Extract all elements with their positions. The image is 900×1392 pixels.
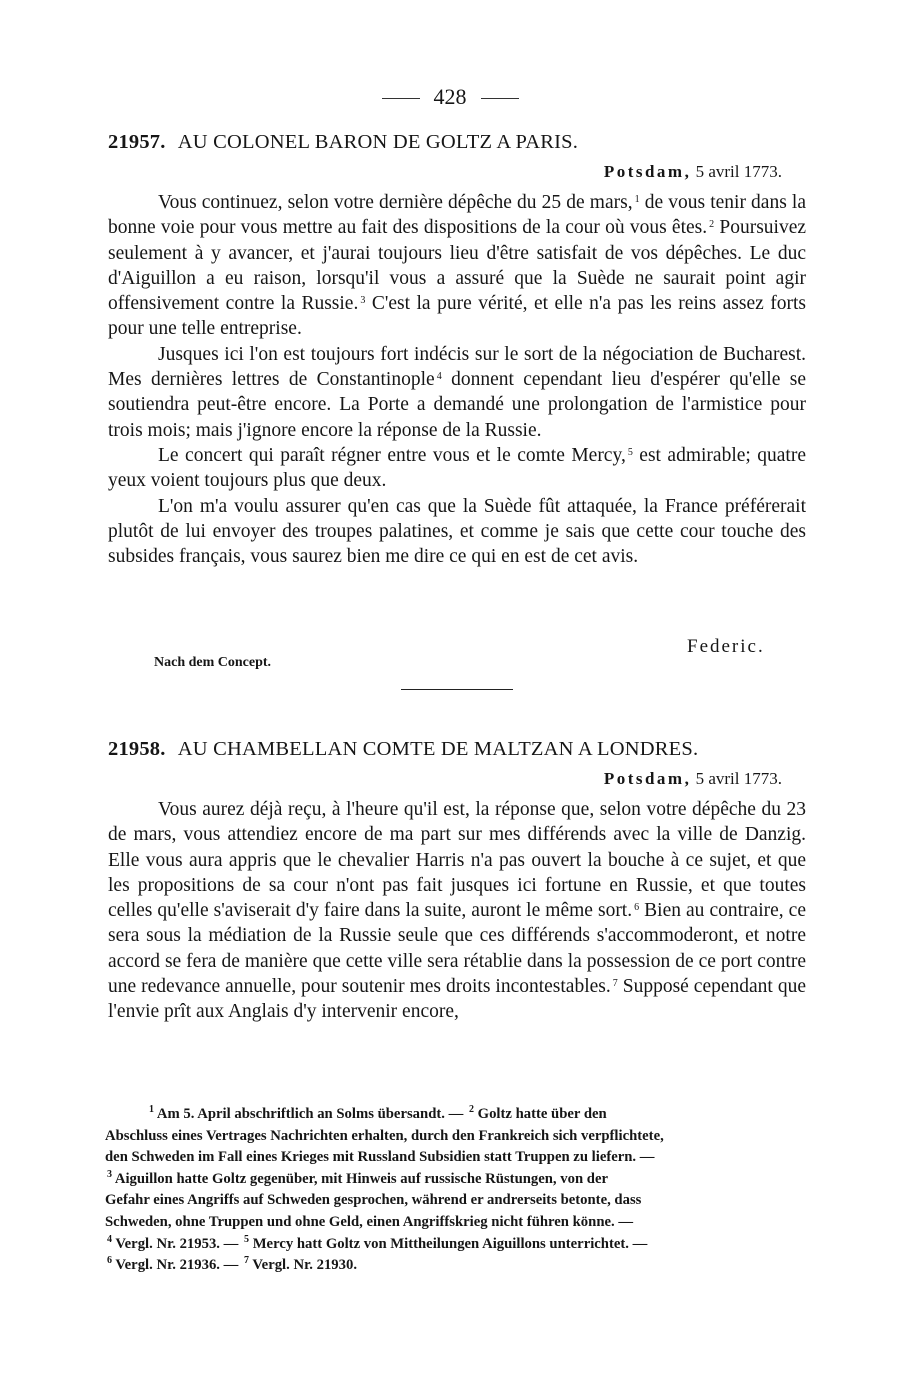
paragraph: L'on m'a voulu assurer qu'en cas que la Suède fût attaquée, la France préférerait plutôt de lui envoyer des troupes palatines, et comme je sais que cette cour touche des subsides français, vous saurez bien me dire ce qui en est de cet avis. xyxy=(108,495,806,568)
letter-heading xyxy=(108,131,808,154)
footnote-line: $^3$ Aiguillon hatte Goltz gegenüber, mit Hinweis auf russische Rüstungen, von der xyxy=(107,1168,609,1187)
letter-heading xyxy=(108,738,808,761)
footnote-line: $^4$ Vergl. Nr. 21953. — $^5$ Mercy hatt Goltz von Mittheilungen Aiguillons unterrichtet. — xyxy=(107,1233,648,1252)
footnote-ref: 5 xyxy=(627,446,633,458)
paragraph: Le concert qui paraît régner entre vous et le comte Mercy, $^5$ est admirable; quatre yeux voient toujours plus que deux. xyxy=(108,444,806,492)
source-note: Nach dem Concept. xyxy=(154,655,272,670)
footnote-ref: 6 xyxy=(634,902,640,914)
letter-title: AU COLONEL BARON DE GOLTZ A PARIS. xyxy=(177,131,579,153)
page-header xyxy=(0,84,900,110)
paragraph: Vous aurez déjà reçu, à l'heure qu'il est, la réponse que, selon votre dépêche du 23 de mars, vous attendiez encore de ma part sur mes différends avec la ville de Danzig. Elle vous aura appris que le chevalier Harris n'a pas ouvert la bouche à ce sujet, et que les propositions de sa cour n'ont pas fait jusques ici fortune en Russie, et que toutes celles qu'elle s'aviserait d'y faire dans la suite, auront le même sort. $^6$ Bien au contraire, ce sera sous la médiation de la Russie seule que ces différends s'accommoderont, et notre accord se fera de manière que cette ville sera rétablie dans la possession de ce port contre une redevance annuelle, pour soutenir mes droits incontestables. $^7$ Supposé cependant que l'envie prît aux Anglais d'y intervenir encore, xyxy=(108,799,806,1023)
footnote-ref: 7 xyxy=(612,978,618,990)
letter-number: 21957. xyxy=(108,131,166,153)
letter-place: Potsdam, xyxy=(603,162,692,181)
letter-date: 5 avril 1773. xyxy=(695,162,782,181)
footnote-line: Schweden, ohne Truppen und ohne Geld, einen Angriffskrieg nicht führen könne. — xyxy=(105,1213,634,1230)
letter-body xyxy=(108,190,806,569)
section-divider xyxy=(401,689,513,690)
page-number: 428 xyxy=(433,84,467,109)
signature: Federic. xyxy=(687,636,765,657)
letter-dateline xyxy=(604,162,782,182)
letter-place: Potsdam, xyxy=(603,769,692,788)
header-dash-left xyxy=(382,98,420,99)
paragraph: Vous continuez, selon votre dernière dépêche du 25 de mars, $^1$ de vous tenir dans la bonne voie pour vous mettre au fait des dispositions de la cour où vous êtes. $^2$ Poursuivez seulement à y avancer, et j'aurai toujours lieu d'être satisfait de vos dépêches. Le duc d'Aiguillon a eu raison, lorsqu'il vous a assuré que la Suède ne saurait point agir offensivement contre la Russie. $^3$ C'est la pure vérité, et elle n'a pas les reins assez forts pour une telle entreprise. xyxy=(108,192,807,340)
footnote-line: $^1$ Am 5. April abschriftlich an Solms übersandt. — $^2$ Goltz hatte über den xyxy=(149,1104,607,1122)
letter-body xyxy=(108,797,806,1025)
footnotes xyxy=(105,1104,805,1277)
footnote-ref: 1 xyxy=(634,194,640,205)
footnote-ref: 4 xyxy=(436,371,442,383)
footnote-ref: 2 xyxy=(709,219,715,231)
letter-dateline xyxy=(604,769,782,789)
footnote-line: $^6$ Vergl. Nr. 21936. — $^7$ Vergl. Nr. 21930. xyxy=(107,1255,357,1274)
footnote-line: Gefahr eines Angriffs auf Schweden gesprochen, während er andrerseits betonte, dass xyxy=(105,1192,642,1209)
paragraph: Jusques ici l'on est toujours fort indécis sur le sort de la négociation de Bucharest. Mes dernières lettres de Constantinople $^4$ donnent cependant lieu d'espérer qu'elle se soutiendra peut-être encore. La Porte a demandé une prolongation de l'armistice pour trois mois; mais j'ignore encore la réponse de la Russie. xyxy=(108,343,807,441)
footnote-line: den Schweden im Fall eines Krieges mit Russland Subsidien statt Truppen zu liefern. — xyxy=(105,1149,655,1166)
letter-title: AU CHAMBELLAN COMTE DE MALTZAN A LONDRES. xyxy=(177,738,699,760)
footnote-line: Abschluss eines Vertrages Nachrichten erhalten, durch den Frankreich sich verpflichtete, xyxy=(105,1127,664,1144)
letter-number: 21958. xyxy=(108,738,166,760)
letter-date: 5 avril 1773. xyxy=(695,769,782,788)
header-dash-right xyxy=(481,98,519,99)
footnote-ref: 3 xyxy=(360,295,366,307)
